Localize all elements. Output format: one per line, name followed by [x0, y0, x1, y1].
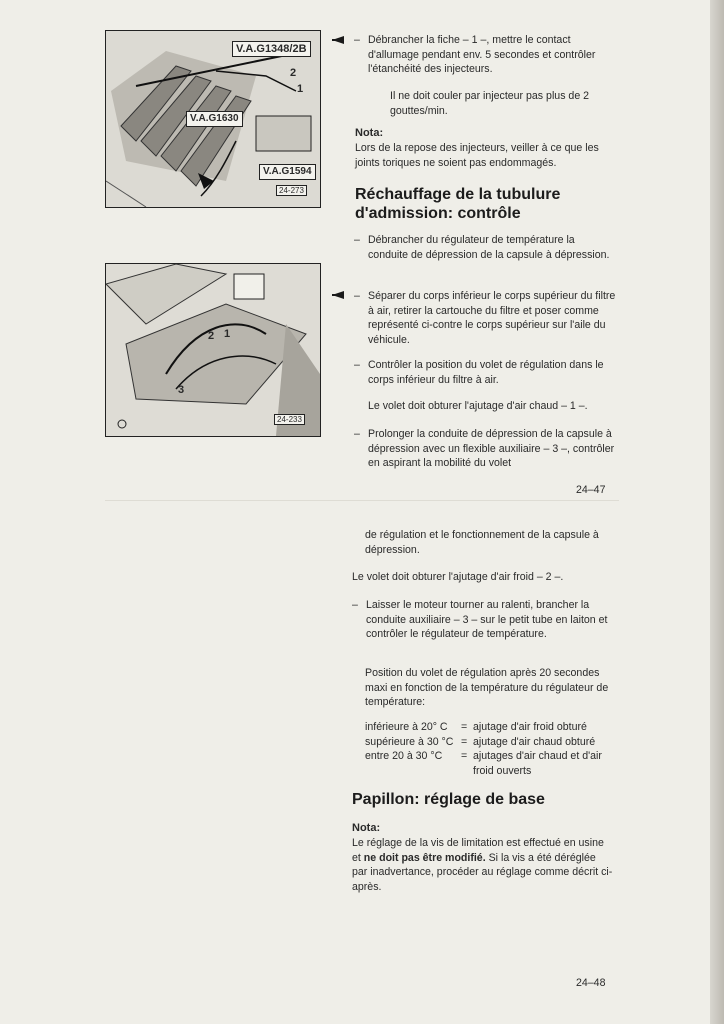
- label-vag1594: V.A.G1594: [259, 164, 316, 180]
- table-equals: =: [461, 721, 468, 733]
- table-row: [365, 749, 625, 779]
- step-separate-filter: [354, 289, 616, 347]
- step-disconnect-plug: [354, 33, 616, 77]
- step-text: Prolonger la conduite de dépression de la capsule à dépression avec un flexible auxiliaire – 3 –, contrôler en aspirant la mobilité du volet: [368, 428, 615, 470]
- dash-bullet: –: [354, 34, 360, 46]
- page-edge: [710, 0, 724, 1024]
- drip-note: Il ne doit couler par injecteur pas plus de 2 gouttes/min.: [390, 90, 590, 117]
- continued-text: de régulation et le fonctionnement de la capsule à dépression.: [365, 529, 599, 556]
- nota-text-part2: Si la vis a été déréglée par inadvertance, procéder au réglage comme décrit ci-après.: [352, 851, 613, 893]
- nota-text-part1: Le réglage de la vis de limitation est effectué en usine et: [352, 837, 604, 864]
- nota-text: Lors de la repose des injecteurs, veiller à ce que les joints toriques ne soient pas endommagés.: [355, 142, 599, 169]
- table-condition: entre 20 à 30 °C: [365, 750, 443, 763]
- cold-air-note: Le volet doit obturer l'ajutage d'air froid – 2 –.: [352, 571, 564, 583]
- dash-bullet: –: [354, 359, 360, 371]
- dash-bullet: –: [354, 234, 360, 246]
- step-text: Débrancher la fiche – 1 –, mettre le contact d'allumage pendant env. 5 secondes et contrôler l'étanchéité des injecteurs.: [368, 34, 596, 76]
- label-vag1630: V.A.G1630: [186, 111, 243, 127]
- flap-position-text: Position du volet de régulation après 20 secondes maxi en fonction de la température du régulateur de température:: [365, 667, 609, 709]
- hot-air-note: Le volet doit obturer l'ajutage d'air chaud – 1 –.: [368, 400, 588, 412]
- nota-text: [352, 836, 614, 894]
- table-result: ajutages d'air chaud et d'air froid ouverts: [473, 750, 602, 777]
- nota-label: Nota:: [355, 127, 384, 139]
- callout-2: 2: [208, 330, 215, 342]
- table-condition: inférieure à 20° C: [365, 721, 448, 733]
- step-disconnect-vacuum-line: [354, 233, 616, 262]
- page-number: 24–48: [576, 977, 606, 989]
- step-text: Séparer du corps inférieur le corps supérieur du filtre à air, retirer la cartouche du filtre et poser comme représenté ci-contre le corps supérieur sur l'aile du véhicule.: [368, 290, 616, 346]
- temperature-table: [365, 720, 625, 779]
- page-divider: [105, 500, 619, 501]
- step-text: Débrancher du régulateur de température la conduite de dépression de la capsule à dépression.: [368, 234, 610, 261]
- reference-arrow-icon: [332, 36, 344, 44]
- heading-line-1: Réchauffage de la tubulure: [355, 186, 561, 203]
- reference-arrow-icon: [332, 291, 344, 299]
- dash-bullet: –: [354, 428, 360, 440]
- nota-text-emphasis: ne doit pas être modifié.: [363, 851, 486, 864]
- section-heading: [355, 185, 560, 223]
- step-check-flap: [354, 358, 616, 387]
- figure-ref: 24-273: [276, 185, 307, 196]
- nota-label: Nota:: [352, 822, 381, 834]
- table-row: [365, 720, 625, 735]
- section-heading-throttle: Papillon: réglage de base: [352, 791, 545, 808]
- callout-3: 3: [178, 384, 185, 396]
- step-run-engine: [352, 598, 614, 642]
- table-equals: =: [461, 735, 468, 748]
- table-row: [365, 735, 625, 750]
- figure-ref: 24-233: [274, 414, 305, 425]
- step-text: Laisser le moteur tourner au ralenti, brancher la conduite auxiliaire – 3 – sur le petit tube en laiton et contrôler le régulateur de température.: [366, 599, 608, 641]
- table-condition: supérieure à 30 °C: [365, 735, 454, 748]
- air-filter-illustration: [106, 264, 320, 436]
- table-equals: =: [461, 750, 468, 763]
- page-number: 24–47: [576, 484, 606, 496]
- table-result: ajutage d'air froid obturé: [473, 721, 587, 733]
- callout-1: 1: [297, 83, 304, 95]
- step-extend-vacuum-line: [354, 427, 616, 471]
- figure-air-filter: [105, 263, 321, 437]
- callout-2: 2: [290, 67, 297, 79]
- figure-injector-test: [105, 30, 321, 208]
- step-text: Contrôler la position du volet de régulation dans le corps inférieur du filtre à air.: [368, 359, 604, 386]
- callout-1: 1: [224, 328, 231, 340]
- label-vag1348: V.A.G1348/2B: [232, 41, 311, 57]
- heading-line-2: d'admission: contrôle: [355, 205, 521, 222]
- dash-bullet: –: [352, 599, 358, 611]
- table-result: ajutage d'air chaud obturé: [473, 735, 596, 748]
- dash-bullet: –: [354, 290, 360, 302]
